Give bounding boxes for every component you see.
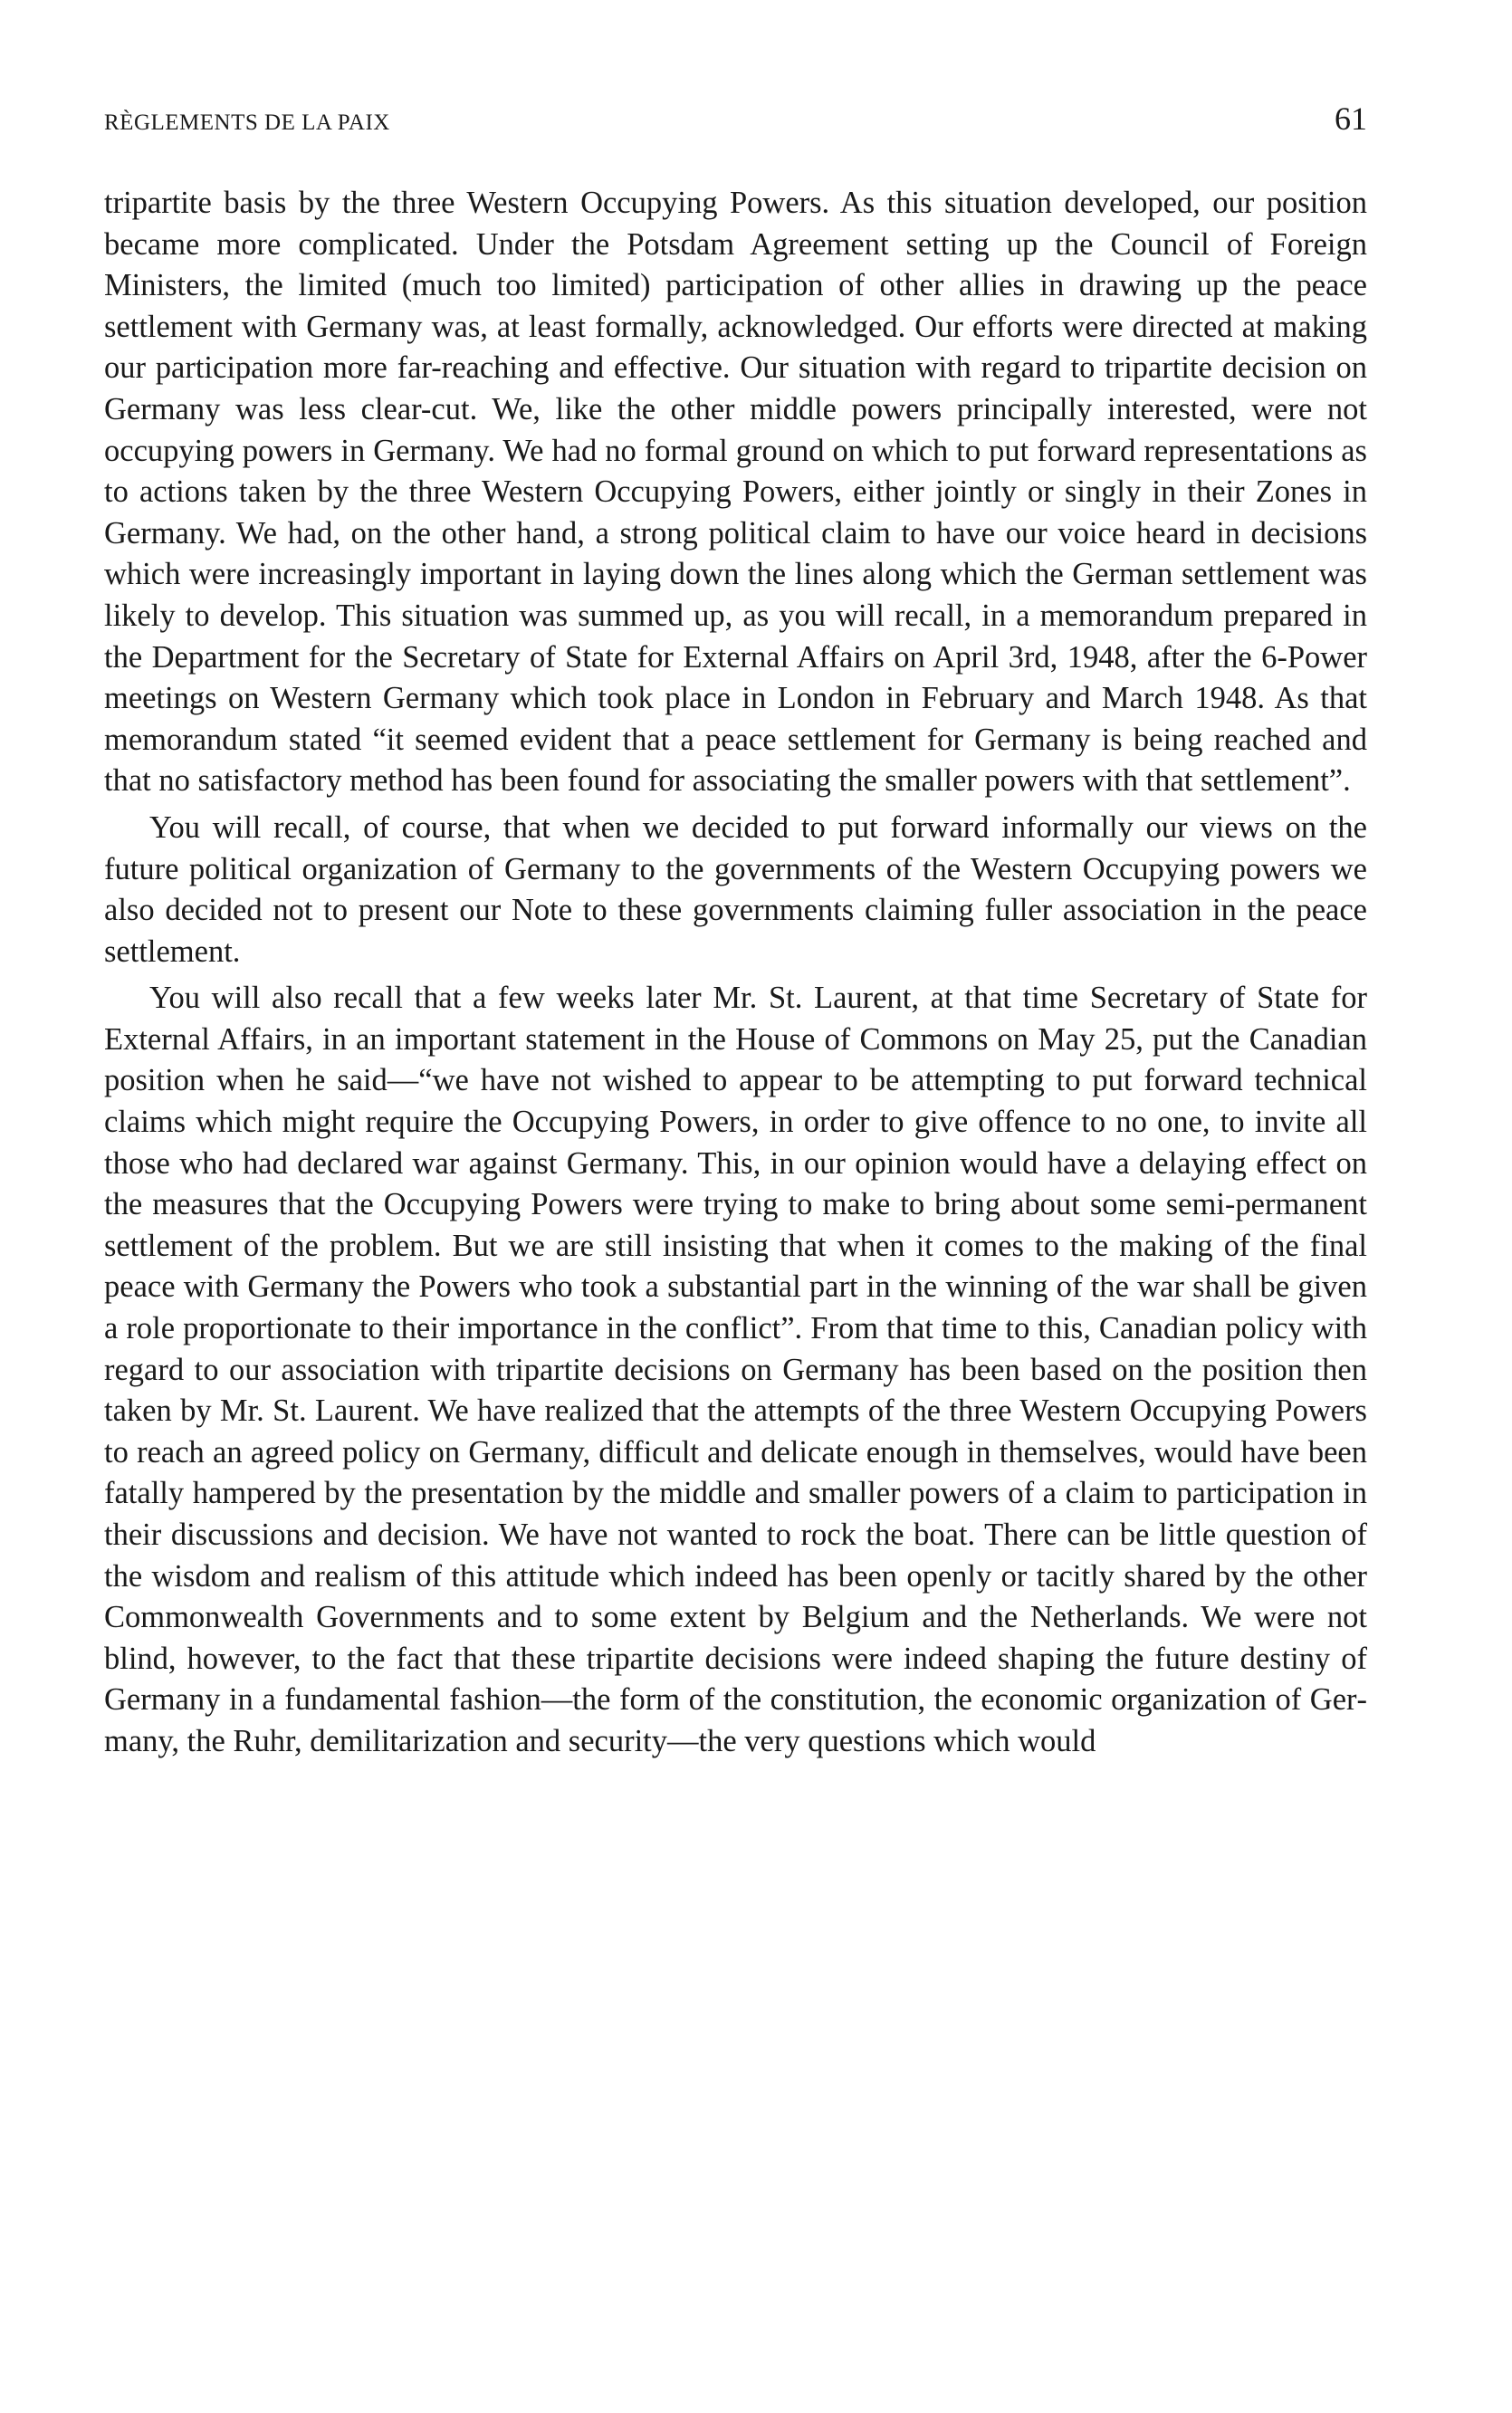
running-header-title: RÈGLEMENTS DE LA PAIX <box>104 110 390 135</box>
body-text <box>104 183 1367 1768</box>
paragraph: You will recall, of course, that when we decided to put forward informally our views on the future political organization of Germany to the governments of the Western Occupying powers we also decided not to present our Note to these governments claiming fuller association in the peace settlement. <box>104 809 1367 969</box>
paragraph: tripartite basis by the three Western Occupying Powers. As this situation developed, our position became more complicated. Under the Potsdam Agreement setting up the Council of Foreign Ministers, the limited (much too limited) participation of other allies in drawing up the peace settlement with Germany was, at least formally, acknowledged. Our efforts were directed at making our participation more far-reaching and effective. Our situation with regard to tripartite decision on Germany was less clear-cut. We, like the other middle powers principally interested, were not occupying powers in Germany. We had no formal ground on which to put forward representations as to actions taken by the three Western Occupying Powers, either jointly or singly in their Zones in Germany. We had, on the other hand, a strong political claim to have our voice heard in decisions which were increasingly important in laying down the lines along which the German settlement was likely to develop. This situation was summed up, as you will recall, in a memorandum prepared in the Department for the Secretary of State for External Affairs on April 3rd, 1948, after the 6-Power meetings on Western Germany which took place in London in February and March 1948. As that memorandum stated “it seemed evident that a peace settlement for Germany is being reached and that no satisfactory method has been found for associating the smaller powers with that settlement”. <box>104 186 1367 799</box>
paragraph: You will also recall that a few weeks later Mr. St. Laurent, at that time Secretary of State for External Affairs, in an important statement in the House of Commons on May 25, put the Canadian position when he said—“we have not wished to appear to be attempting to put forward technical claims which might require the Occupying Powers, in order to give offence to no one, to invite all those who had declared war against Germany. This, in our opinion would have a delaying effect on the measures that the Occupying Powers were trying to make to bring about some semi-permanent settlement of the problem. But we are still insisting that when it comes to the making of the final peace with Germany the Powers who took a substantial part in the winning of the war shall be given a role proportionate to their importance in the conflict”. From that time to this, Canadian policy with regard to our association with tripartite decisions on Germany has been based on the position then taken by Mr. St. Laurent. We have realized that the attempts of the three Western Occupying Powers to reach an agreed policy on Germany, difficult and delicate enough in themselves, would have been fatally hampered by the presentation by the middle and smaller powers of a claim to participation in their discussions and decision. We have not wanted to rock the boat. There can be little question of the wisdom and realism of this attitude which indeed has been openly or tacitly shared by the other Commonwealth Governments and to some extent by Belgium and the Netherlands. We were not blind, however, to the fact that these tripartite decisions were indeed shaping the future destiny of Germany in a fundamental fashion—the form of the constitution, the economic organization of Germany, the Ruhr, demilitarization and security—the very questions which would <box>104 981 1367 1758</box>
document-page <box>104 0 1367 2413</box>
running-header <box>104 100 1367 145</box>
page-number: 61 <box>1335 101 1367 137</box>
